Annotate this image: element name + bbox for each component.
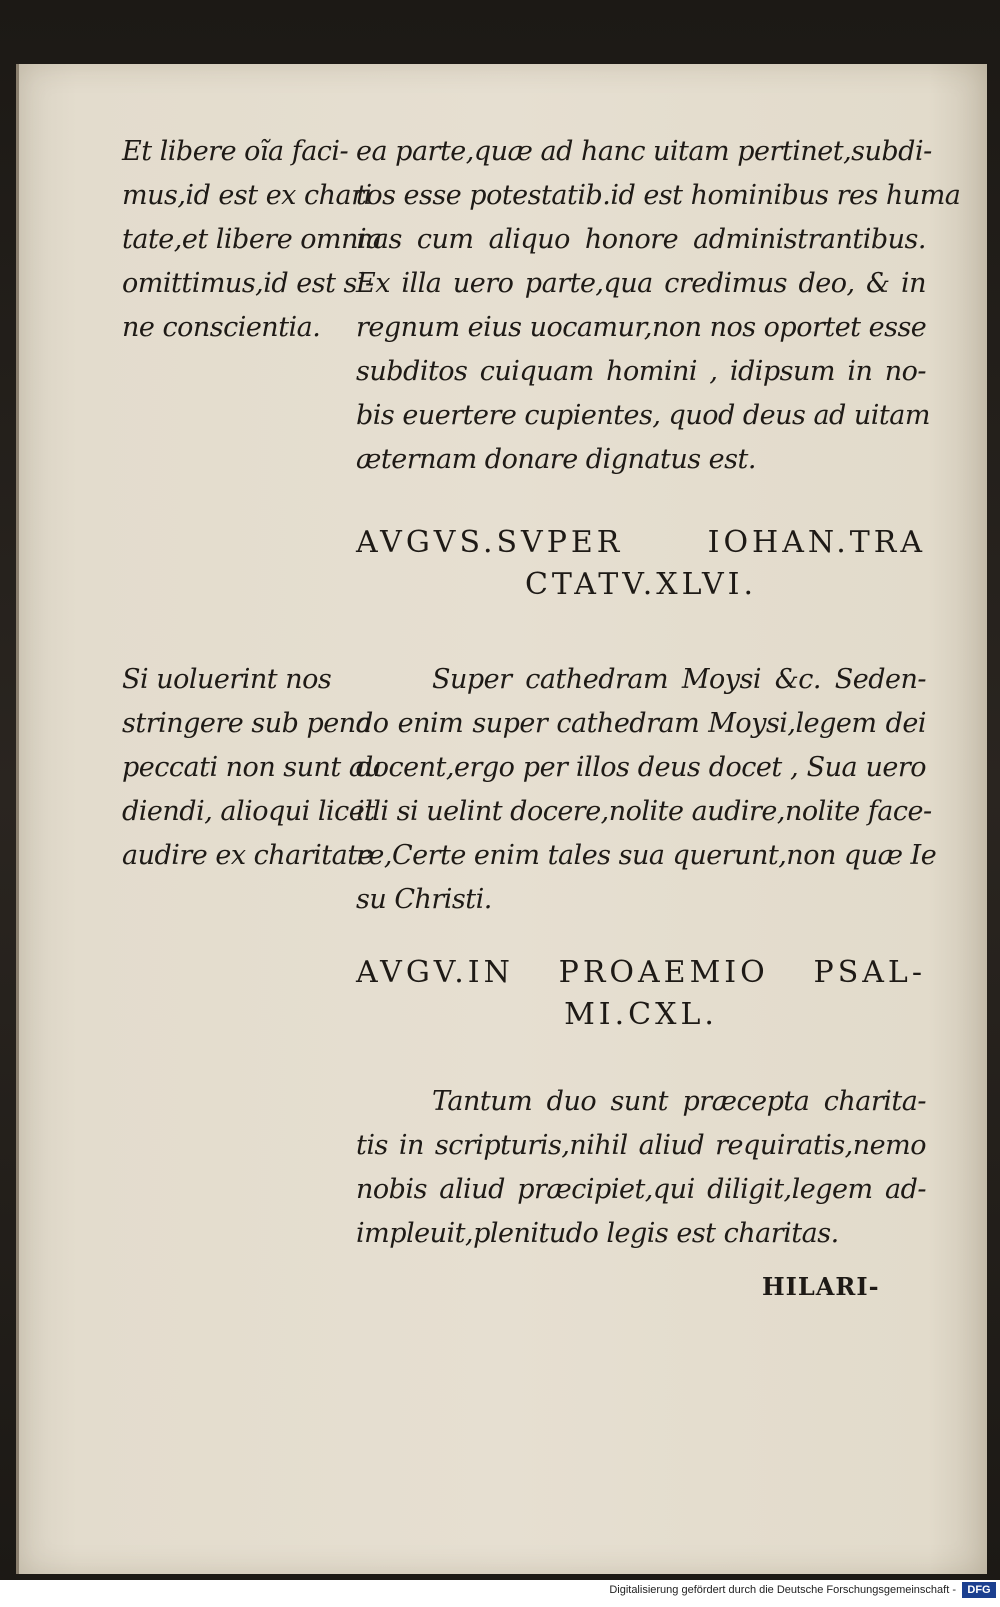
heading-line: MI.CXL.: [564, 997, 718, 1032]
body-line: Ex illa uero parte,qua credimus deo, & in: [356, 268, 926, 299]
margin-note-line: Et libere oĩa faci-: [122, 136, 349, 167]
section-heading-1: [356, 522, 926, 606]
margin-note-line: Si uoluerint nos: [122, 664, 332, 695]
body-line: tis in scripturis,nihil aliud requiratis,nemo: [356, 1130, 926, 1161]
margin-note-line: ne conscientia.: [122, 312, 321, 343]
footer-credit: Digitalisierung gefördert durch die Deutsche Forschungsgemeinschaft -: [609, 1584, 956, 1596]
body-line: impleuit,plenitudo legis est charitas.: [356, 1218, 839, 1249]
dfg-logo-icon[interactable]: DFG: [962, 1582, 996, 1598]
body-line: regnum eius uocamur,non nos oportet esse: [356, 312, 927, 343]
margin-note-line: audire ex charitate: [122, 840, 374, 871]
catchword: HILARI-: [762, 1272, 880, 1301]
body-paragraph-3: [356, 1080, 926, 1256]
body-line: illi si uelint docere,nolite audire,nolite face-: [356, 796, 932, 827]
body-line: docent,ergo per illos deus docet , Sua uero: [356, 752, 926, 783]
body-line: subditos cuiquam homini , idipsum in no-: [356, 356, 926, 387]
heading-line: AVGVS.SVPER IOHAN.TRA: [356, 525, 926, 560]
body-line: nas cum aliquo honore administrantibus.: [356, 224, 926, 255]
margin-note-1: [122, 130, 382, 350]
margin-note-line: diendi, alioqui licet: [122, 796, 375, 827]
body-line: tos esse potestatib.id est hominibus res huma: [356, 180, 961, 211]
body-line: nobis aliud præcipiet,qui diligit,legem ad-: [356, 1174, 926, 1205]
body-line: bis euertere cupientes, quod deus ad uitam: [356, 400, 930, 431]
margin-note-line: peccati non sunt au: [122, 752, 382, 783]
footer-bar: [0, 1580, 1000, 1607]
margin-note-2: [122, 658, 382, 878]
section-heading-2: [356, 952, 926, 1036]
body-paragraph-2: [356, 658, 937, 922]
margin-note-line: tate,et libere omnia: [122, 224, 382, 255]
body-line: Tantum duo sunt præcepta charita-: [432, 1086, 926, 1117]
margin-note-line: mus,id est ex chari: [122, 180, 372, 211]
body-line: do enim super cathedram Moysi,legem dei: [356, 708, 926, 739]
body-line: re,Certe enim tales sua querunt,non quæ Ie: [356, 840, 937, 871]
margin-note-line: omittimus,id est si-: [122, 268, 374, 299]
margin-note-line: stringere sub pena: [122, 708, 372, 739]
body-line: æternam donare dignatus est.: [356, 444, 756, 475]
body-line: Super cathedram Moysi &c. Seden-: [432, 664, 926, 695]
heading-line: CTATV.XLVI.: [524, 567, 758, 602]
body-line: ea parte,quæ ad hanc uitam pertinet,subdi-: [356, 136, 932, 167]
heading-line: AVGV.IN PROAEMIO PSAL-: [356, 955, 926, 990]
body-paragraph-1: [356, 130, 961, 482]
body-line: su Christi.: [356, 884, 492, 915]
